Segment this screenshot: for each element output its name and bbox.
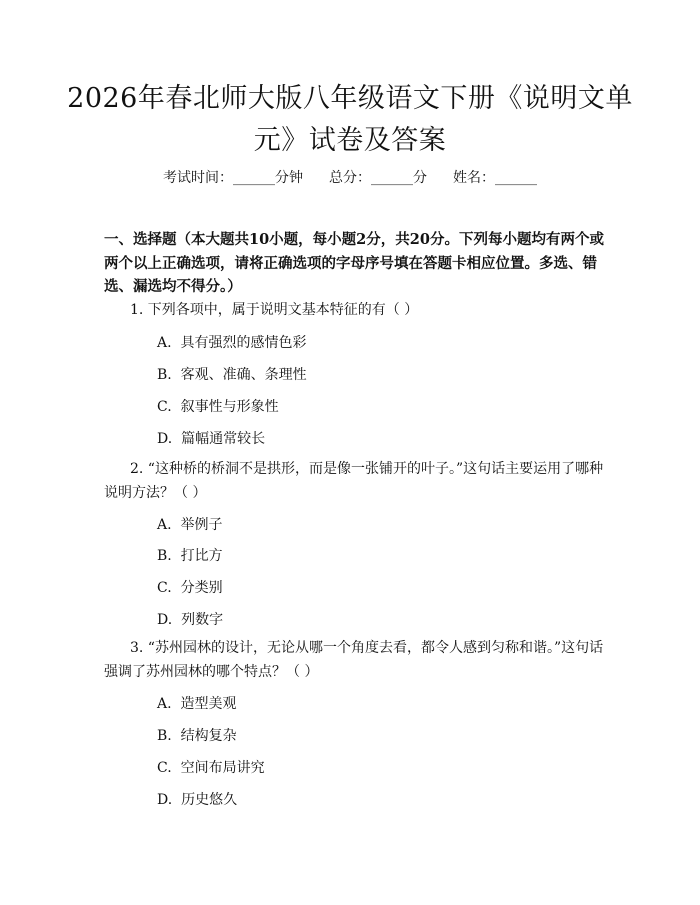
name-blank: ______: [495, 170, 537, 186]
score-blank: ______: [371, 170, 413, 186]
score-label: 总分：: [329, 170, 371, 186]
time-blank: ______: [233, 170, 275, 186]
question-3-option-b: B. 结构复杂: [157, 728, 237, 744]
question-1-stem: 1. 下列各项中，属于说明文基本特征的有（ ）: [130, 302, 419, 318]
question-2-option-b: B. 打比方: [157, 548, 223, 564]
name-label: 姓名：: [453, 170, 495, 186]
question-2-option-a: A. 举例子: [157, 517, 223, 533]
question-1-option-a: A. 具有强烈的感情色彩: [157, 335, 307, 351]
question-2-option-c: C. 分类别: [157, 580, 223, 596]
score-unit: 分: [413, 170, 427, 186]
section-heading: 一、选择题（本大题共10小题，每小题2分，共20分。下列每小题均有两个或两个以上正确选项，请将正确选项的字母序号填在答题卡相应位置。多选、错选、漏选均不得分。）: [104, 231, 604, 295]
question-2-option-d: D. 列数字: [157, 612, 224, 628]
question-1-option-b: B. 客观、准确、条理性: [157, 367, 307, 383]
question-2-stem: 2. “这种桥的桥洞不是拱形，而是像一张铺开的叶子。”这句话主要运用了哪种说明方法？（ ）: [104, 461, 604, 501]
question-3-stem: 3. “苏州园林的设计，无论从哪一个角度去看，都令人感到匀称和谐。”这句话强调了苏州园林的哪个特点？（ ）: [104, 640, 604, 680]
page-title: 2026年春北师大版八年级语文下册《说明文单元》试卷及答案: [67, 83, 633, 156]
question-3-option-d: D. 历史悠久: [157, 792, 238, 808]
question-3-option-a: A. 造型美观: [157, 696, 237, 712]
exam-meta: [0, 168, 700, 188]
question-3-option-c: C. 空间布局讲究: [157, 760, 265, 776]
question-1-option-c: C. 叙事性与形象性: [157, 399, 279, 415]
time-unit: 分钟: [275, 170, 303, 186]
time-label: 考试时间：: [163, 170, 233, 186]
question-1-option-d: D. 篇幅通常较长: [157, 431, 266, 447]
